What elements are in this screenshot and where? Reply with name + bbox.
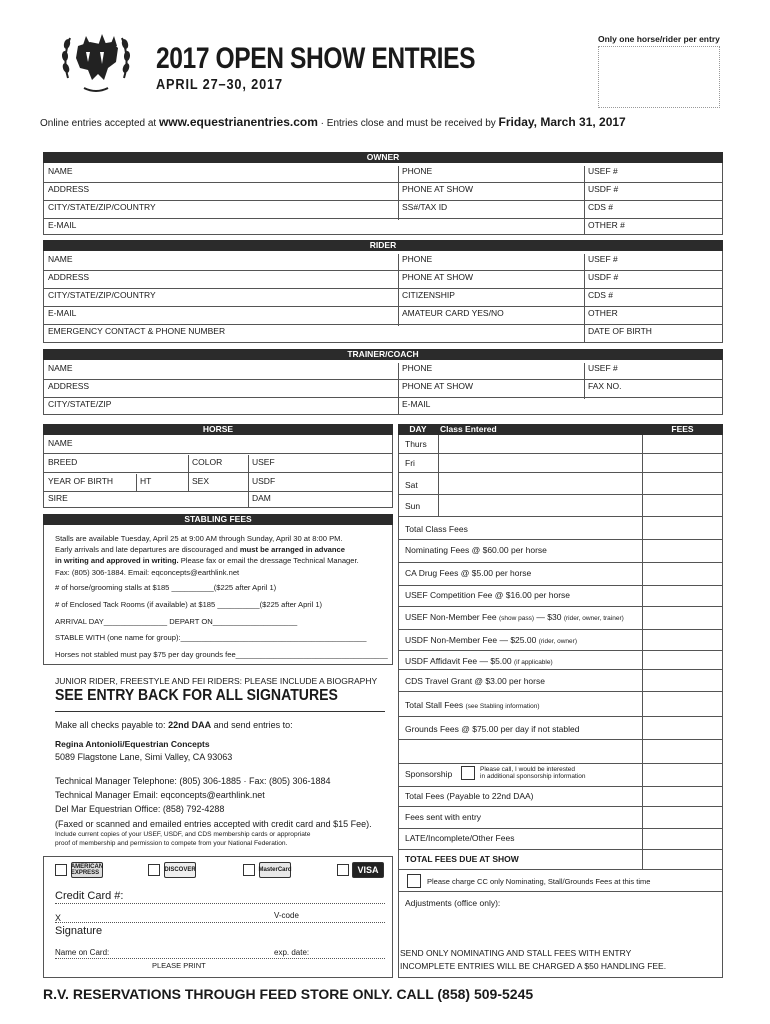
entry-note: Only one horse/rider per entry [598, 34, 720, 44]
discover-logo: DISCOVER [164, 862, 196, 878]
stabling-info: Early arrivals and late departures are discouraged and must be arranged in advance [55, 545, 345, 554]
rider-phone-field[interactable]: PHONE [398, 254, 584, 271]
sponsorship-checkbox[interactable] [461, 766, 475, 780]
ca-drug-fees-row[interactable]: CA Drug Fees @ $5.00 per horse [399, 564, 722, 586]
please-print-label: PLEASE PRINT [152, 961, 206, 970]
sponsorship-row[interactable]: Sponsorship [399, 765, 722, 787]
trainer-divider [398, 363, 399, 415]
membership-note: Include current copies of your USEF, USDF, and CDS membership cards or appropriate [55, 831, 311, 838]
trainer-phone-at-show-field[interactable]: PHONE AT SHOW [398, 381, 584, 398]
rider-other-field[interactable]: OTHER [584, 308, 722, 325]
amex-checkbox[interactable] [55, 864, 67, 876]
horse-divider [136, 474, 137, 492]
rider-emergency-contact-field[interactable]: EMERGENCY CONTACT & PHONE NUMBER [44, 326, 584, 343]
usef-non-member-fee-row[interactable]: USEF Non-Member Fee (show pass) — $30 (rider, owner, trainer) [399, 608, 722, 630]
membership-note: proof of membership and permission to compete from your National Federation. [55, 840, 288, 847]
divider [55, 711, 385, 712]
amex-logo: AMERICAN EXPRESS [70, 864, 104, 876]
rider-divider [398, 254, 399, 326]
class-entered-heading: Class Entered [438, 424, 642, 435]
day-sat-row[interactable]: Sat [399, 475, 642, 495]
fee-cell[interactable] [642, 436, 722, 454]
usdf-non-member-fee-row[interactable]: USDF Non-Member Fee — $25.00 (rider, owner) [399, 631, 722, 651]
exp-date-label: exp. date: [274, 948, 310, 957]
owner-city-field[interactable]: CITY/STATE/ZIP/COUNTRY [44, 202, 398, 219]
biography-note: JUNIOR RIDER, FREESTYLE AND FEI RIDERS: PLEASE INCLUDE A BIOGRAPHY [55, 676, 378, 686]
trainer-usef-field[interactable]: USEF # [584, 363, 722, 380]
show-dates: APRIL 27–30, 2017 [156, 76, 283, 93]
owner-divider [398, 166, 399, 202]
visa-logo: VISA [352, 862, 384, 878]
send-nominating-notice: SEND ONLY NOMINATING AND STALL FEES WITH ENTRY [400, 948, 632, 958]
rv-reservations-footer: R.V. RESERVATIONS THROUGH FEED STORE ONLY. CALL (858) 509-5245 [43, 986, 534, 1002]
name-on-card-line[interactable] [55, 958, 385, 959]
visa-checkbox[interactable] [337, 864, 349, 876]
stabling-info: in writing and approved in writing. Please fax or email the dressage Technical Manager. [55, 556, 359, 565]
credit-card-label: Credit Card #: [55, 890, 124, 902]
rider-name-field[interactable]: NAME [44, 254, 398, 271]
horse-sire-field[interactable]: SIRE [44, 492, 248, 508]
spacer-row [399, 741, 722, 764]
fee-cell[interactable] [642, 475, 722, 495]
owner-heading: OWNER [43, 152, 723, 163]
owner-divider [584, 166, 585, 235]
usdf-affidavit-fee-row[interactable]: USDF Affidavit Fee — $5.00 (if applicable) [399, 652, 722, 670]
horse-usef-field[interactable]: USEF [248, 455, 392, 473]
faxed-entries-line: (Faxed or scanned and emailed entries accepted with credit card and $15 Fee). [55, 819, 372, 829]
day-fri-row[interactable]: Fri [399, 455, 642, 473]
total-stall-fees-row[interactable]: Total Stall Fees (see Stabling information) [399, 693, 722, 717]
rider-amateur-card-field[interactable]: AMATEUR CARD YES/NO [398, 308, 584, 325]
horse-color-field[interactable]: COLOR [188, 455, 248, 473]
horse-heading: HORSE [43, 424, 393, 435]
rider-heading: RIDER [43, 240, 723, 251]
stalls-field[interactable]: # of horse/grooming stalls at $185 __________($225 after April 1) [55, 583, 277, 592]
credit-card-line[interactable] [55, 903, 385, 904]
rider-dob-field[interactable]: DATE OF BIRTH [584, 326, 722, 343]
rider-cds-field[interactable]: CDS # [584, 290, 722, 307]
owner-divider [398, 202, 399, 220]
rider-usef-field[interactable]: USEF # [584, 254, 722, 271]
horse-name-field[interactable]: NAME [44, 436, 392, 454]
owner-name-field[interactable]: NAME [44, 166, 398, 183]
grounds-fee-field[interactable]: Horses not stabled must pay $75 per day grounds fee____________________________________ [55, 650, 388, 659]
fees-column-heading: FEES [642, 424, 723, 435]
owner-other-field[interactable]: OTHER # [584, 220, 722, 235]
owner-usdf-field[interactable]: USDF # [584, 184, 722, 201]
horse-breed-field[interactable]: BREED [44, 455, 188, 473]
signature-line[interactable] [55, 922, 385, 923]
trainer-address-field[interactable]: ADDRESS [44, 381, 398, 398]
mastercard-logo: MasterCard [259, 862, 291, 878]
vcode-label: V-code [274, 911, 299, 920]
horse-dam-field[interactable]: DAM [248, 492, 392, 508]
horse-year-of-birth-field[interactable]: YEAR OF BIRTH [44, 474, 136, 492]
horse-sex-field[interactable]: SEX [188, 474, 248, 492]
trainer-name-field[interactable]: NAME [44, 363, 398, 380]
day-thurs-row[interactable]: Thurs [399, 436, 642, 454]
owner-tax-id-field[interactable]: SS#/TAX ID [398, 202, 584, 219]
see-entry-back-heading: SEE ENTRY BACK FOR ALL SIGNATURES [55, 687, 338, 704]
adjustments-label: Adjustments (office only): [405, 898, 501, 908]
total-fees-due-row[interactable]: TOTAL FEES DUE AT SHOW [399, 851, 722, 870]
horse-height-field[interactable]: HT [136, 474, 188, 492]
charge-cc-row[interactable]: Please charge CC only Nominating, Stall/Grounds Fees at this time [399, 871, 722, 892]
fee-cell[interactable] [642, 455, 722, 473]
owner-phone-field[interactable]: PHONE [398, 166, 584, 183]
tm-email-line: Technical Manager Email: eqconcepts@earthlink.net [55, 790, 265, 800]
day-column-heading: DAY [398, 424, 438, 435]
signature-x: X [55, 913, 62, 923]
trainer-city-field[interactable]: CITY/STATE/ZIP [44, 399, 398, 415]
page-title: 2017 OPEN SHOW ENTRIES [156, 42, 476, 75]
stabling-info: Stalls are available Tuesday, April 25 at 9:00 AM through Sunday, April 30 at 8:00 PM. [55, 534, 343, 543]
mailing-address: 5089 Flagstone Lane, Simi Valley, CA 93063 [55, 752, 233, 762]
grounds-fees-row[interactable]: Grounds Fees @ $75.00 per day if not stabled [399, 718, 722, 740]
trainer-fax-field[interactable]: FAX NO. [584, 381, 722, 398]
owner-address-field[interactable]: ADDRESS [44, 184, 398, 201]
usef-competition-fee-row[interactable]: USEF Competition Fee @ $16.00 per horse [399, 587, 722, 607]
fee-cell[interactable] [642, 496, 722, 517]
name-on-card-label: Name on Card: [55, 948, 110, 957]
trainer-email-field[interactable]: E-MAIL [398, 399, 722, 415]
trainer-phone-field[interactable]: PHONE [398, 363, 584, 380]
owner-phone-at-show-field[interactable]: PHONE AT SHOW [398, 184, 584, 201]
delmar-office-line: Del Mar Equestrian Office: (858) 792-4288 [55, 804, 225, 814]
total-fees-row[interactable]: Total Fees (Payable to 22nd DAA) [399, 788, 722, 807]
discover-checkbox[interactable] [148, 864, 160, 876]
owner-email-field[interactable]: E-MAIL [44, 220, 584, 235]
mastercard-checkbox[interactable] [243, 864, 255, 876]
entries-url[interactable]: www.equestrianentries.com [158, 115, 318, 129]
charge-cc-checkbox[interactable] [407, 874, 421, 888]
late-fees-row[interactable]: LATE/Incomplete/Other Fees [399, 830, 722, 850]
fees-sent-row[interactable]: Fees sent with entry [399, 808, 722, 829]
checks-payable-line: Make all checks payable to: 22nd DAA and send entries to: [55, 720, 293, 730]
rider-email-field[interactable]: E-MAIL [44, 308, 398, 325]
horse-usdf-field[interactable]: USDF [248, 474, 392, 492]
mailing-name: Regina Antonioli/Equestrian Concepts [55, 739, 210, 749]
show-logo [60, 18, 132, 100]
incomplete-entries-notice: INCOMPLETE ENTRIES WILL BE CHARGED A $50 HANDLING FEE. [400, 961, 667, 971]
rider-usdf-field[interactable]: USDF # [584, 272, 722, 289]
stabling-heading: STABLING FEES [43, 514, 393, 525]
online-entries-line: Online entries accepted at www.equestrianentries.com · Entries close and must be received by Friday, March 31, 2017 [40, 115, 626, 129]
fees-bottom-line [398, 977, 723, 978]
rider-citizenship-field[interactable]: CITIZENSHIP [398, 290, 584, 307]
signature-label: Signature [55, 925, 103, 937]
entry-number-box[interactable] [598, 46, 720, 108]
rider-address-field[interactable]: ADDRESS [44, 272, 398, 289]
trainer-divider [584, 363, 585, 399]
trainer-heading: TRAINER/COACH [43, 349, 723, 360]
horse-divider [248, 455, 249, 508]
owner-cds-field[interactable]: CDS # [584, 202, 722, 219]
tack-rooms-field[interactable]: # of Enclosed Tack Rooms (if available) at $185 __________($225 after April 1) [55, 600, 323, 609]
day-sun-row[interactable]: Sun [399, 496, 642, 517]
rider-city-field[interactable]: CITY/STATE/ZIP/COUNTRY [44, 290, 398, 307]
arrival-departure-field[interactable]: ARRIVAL DAY_______________ DEPART ON____________________ [55, 617, 298, 626]
owner-usef-field[interactable]: USEF # [584, 166, 722, 183]
sponsorship-note: Please call, I would be interested in additional sponsorship information [480, 766, 586, 780]
stable-with-field[interactable]: STABLE WITH (one name for group):____________________________________________ [55, 633, 367, 642]
stabling-contact: Fax: (805) 306-1884. Email: eqconcepts@earthlink.net [55, 568, 240, 577]
horse-divider [188, 455, 189, 492]
cds-travel-grant-row[interactable]: CDS Travel Grant @ $3.00 per horse [399, 671, 722, 692]
rider-phone-at-show-field[interactable]: PHONE AT SHOW [398, 272, 584, 289]
total-class-fees-row[interactable]: Total Class Fees [399, 518, 722, 540]
tm-phone-line: Technical Manager Telephone: (805) 306-1885 · Fax: (805) 306-1884 [55, 776, 331, 786]
rider-divider [584, 254, 585, 343]
nominating-fees-row[interactable]: Nominating Fees @ $60.00 per horse [399, 541, 722, 563]
